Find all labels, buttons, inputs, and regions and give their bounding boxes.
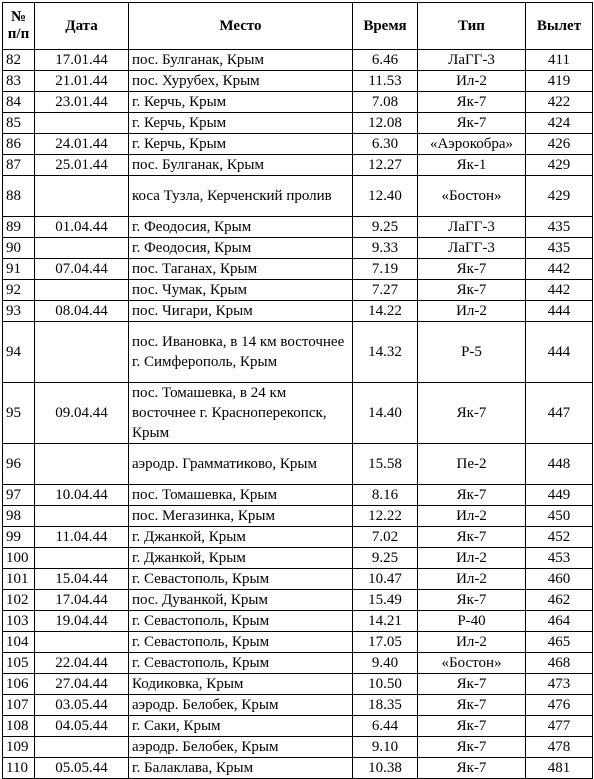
row-time: 10.50 xyxy=(353,674,418,695)
row-date xyxy=(35,444,129,485)
row-place: аэродр. Белобек, Крым xyxy=(129,695,353,716)
row-time: 14.22 xyxy=(353,301,418,322)
row-flight: 424 xyxy=(526,113,593,134)
row-time: 6.44 xyxy=(353,716,418,737)
row-time: 14.40 xyxy=(353,383,418,444)
table-row xyxy=(3,444,593,485)
row-number: 109 xyxy=(3,737,35,758)
row-flight: 442 xyxy=(526,280,593,301)
row-time: 10.38 xyxy=(353,758,418,779)
row-time: 14.32 xyxy=(353,322,418,383)
row-number: 95 xyxy=(3,383,35,444)
row-time: 9.33 xyxy=(353,238,418,259)
row-number: 99 xyxy=(3,527,35,548)
row-time: 7.02 xyxy=(353,527,418,548)
row-aircraft-type: Р-40 xyxy=(418,611,526,632)
row-place: Кодиковка, Крым xyxy=(129,674,353,695)
row-aircraft-type: Як-7 xyxy=(418,383,526,444)
row-place: г. Керчь, Крым xyxy=(129,134,353,155)
row-flight: 426 xyxy=(526,134,593,155)
row-time: 12.40 xyxy=(353,176,418,217)
table-row xyxy=(3,259,593,280)
table-row xyxy=(3,611,593,632)
header-flight: Вылет xyxy=(526,3,593,50)
row-aircraft-type: Як-7 xyxy=(418,113,526,134)
row-time: 11.53 xyxy=(353,71,418,92)
row-place: г. Балаклава, Крым xyxy=(129,758,353,779)
row-date: 17.01.44 xyxy=(35,50,129,71)
header-num: № п/п xyxy=(3,3,35,50)
row-flight: 435 xyxy=(526,217,593,238)
row-flight: 444 xyxy=(526,322,593,383)
row-date: 27.04.44 xyxy=(35,674,129,695)
table-row xyxy=(3,590,593,611)
table-row xyxy=(3,50,593,71)
row-date: 10.04.44 xyxy=(35,485,129,506)
row-time: 9.40 xyxy=(353,653,418,674)
row-time: 6.30 xyxy=(353,134,418,155)
row-number: 82 xyxy=(3,50,35,71)
row-number: 94 xyxy=(3,322,35,383)
table-row xyxy=(3,716,593,737)
row-number: 83 xyxy=(3,71,35,92)
row-number: 97 xyxy=(3,485,35,506)
table-row xyxy=(3,238,593,259)
table-row xyxy=(3,134,593,155)
row-number: 85 xyxy=(3,113,35,134)
row-flight: 422 xyxy=(526,92,593,113)
row-date: 15.04.44 xyxy=(35,569,129,590)
table-row xyxy=(3,176,593,217)
row-number: 108 xyxy=(3,716,35,737)
row-flight: 468 xyxy=(526,653,593,674)
table-row xyxy=(3,569,593,590)
row-flight: 435 xyxy=(526,238,593,259)
table-row xyxy=(3,485,593,506)
row-place: пос. Булганак, Крым xyxy=(129,50,353,71)
table-row xyxy=(3,737,593,758)
row-aircraft-type: ЛаГГ-3 xyxy=(418,50,526,71)
row-flight: 476 xyxy=(526,695,593,716)
row-place: г. Керчь, Крым xyxy=(129,113,353,134)
row-aircraft-type: Пе-2 xyxy=(418,444,526,485)
row-place: аэродр. Белобек, Крым xyxy=(129,737,353,758)
row-number: 92 xyxy=(3,280,35,301)
row-flight: 478 xyxy=(526,737,593,758)
row-aircraft-type: Як-7 xyxy=(418,590,526,611)
row-flight: 464 xyxy=(526,611,593,632)
row-aircraft-type: Ил-2 xyxy=(418,548,526,569)
row-flight: 481 xyxy=(526,758,593,779)
row-date xyxy=(35,737,129,758)
table-row xyxy=(3,383,593,444)
row-number: 100 xyxy=(3,548,35,569)
row-number: 84 xyxy=(3,92,35,113)
header-type: Тип xyxy=(418,3,526,50)
table-header-row xyxy=(3,3,593,50)
row-date xyxy=(35,548,129,569)
row-time: 7.27 xyxy=(353,280,418,301)
row-flight: 429 xyxy=(526,176,593,217)
row-date xyxy=(35,506,129,527)
row-aircraft-type: Як-7 xyxy=(418,758,526,779)
row-place: пос. Мегазинка, Крым xyxy=(129,506,353,527)
row-place: г. Джанкой, Крым xyxy=(129,527,353,548)
row-place: пос. Томашевка, в 24 км восточнее г. Красноперекопск, Крым xyxy=(129,383,353,444)
row-date: 25.01.44 xyxy=(35,155,129,176)
row-place: г. Севастополь, Крым xyxy=(129,632,353,653)
row-number: 96 xyxy=(3,444,35,485)
row-place: г. Севастополь, Крым xyxy=(129,611,353,632)
row-aircraft-type: Ил-2 xyxy=(418,301,526,322)
row-number: 106 xyxy=(3,674,35,695)
row-place: пос. Таганах, Крым xyxy=(129,259,353,280)
table-row xyxy=(3,695,593,716)
row-flight: 477 xyxy=(526,716,593,737)
row-number: 110 xyxy=(3,758,35,779)
row-aircraft-type: Як-7 xyxy=(418,527,526,548)
row-aircraft-type: Як-7 xyxy=(418,485,526,506)
row-aircraft-type: «Аэрокобра» xyxy=(418,134,526,155)
header-place: Место xyxy=(129,3,353,50)
row-aircraft-type: ЛаГГ-3 xyxy=(418,217,526,238)
row-aircraft-type: «Бостон» xyxy=(418,176,526,217)
row-flight: 462 xyxy=(526,590,593,611)
row-aircraft-type: Як-7 xyxy=(418,695,526,716)
row-number: 91 xyxy=(3,259,35,280)
table-row xyxy=(3,280,593,301)
table-body xyxy=(3,50,593,779)
victories-table xyxy=(2,2,593,779)
row-number: 103 xyxy=(3,611,35,632)
table-row xyxy=(3,322,593,383)
row-flight: 411 xyxy=(526,50,593,71)
row-date: 07.04.44 xyxy=(35,259,129,280)
row-time: 15.58 xyxy=(353,444,418,485)
row-date xyxy=(35,322,129,383)
table-row xyxy=(3,113,593,134)
row-number: 102 xyxy=(3,590,35,611)
row-date xyxy=(35,632,129,653)
row-place: коса Тузла, Керченский пролив xyxy=(129,176,353,217)
row-aircraft-type: Як-7 xyxy=(418,716,526,737)
row-place: пос. Чумак, Крым xyxy=(129,280,353,301)
row-time: 17.05 xyxy=(353,632,418,653)
row-place: пос. Ивановка, в 14 км восточнее г. Симферополь, Крым xyxy=(129,322,353,383)
row-date: 22.04.44 xyxy=(35,653,129,674)
row-time: 14.21 xyxy=(353,611,418,632)
row-aircraft-type: Як-1 xyxy=(418,155,526,176)
row-time: 9.25 xyxy=(353,217,418,238)
row-place: г. Феодосия, Крым xyxy=(129,217,353,238)
row-place: пос. Булганак, Крым xyxy=(129,155,353,176)
table-row xyxy=(3,632,593,653)
row-number: 101 xyxy=(3,569,35,590)
row-flight: 429 xyxy=(526,155,593,176)
row-flight: 452 xyxy=(526,527,593,548)
row-flight: 447 xyxy=(526,383,593,444)
row-place: г. Джанкой, Крым xyxy=(129,548,353,569)
row-time: 18.35 xyxy=(353,695,418,716)
table-row xyxy=(3,301,593,322)
row-aircraft-type: Як-7 xyxy=(418,280,526,301)
row-aircraft-type: Як-7 xyxy=(418,737,526,758)
row-flight: 448 xyxy=(526,444,593,485)
row-number: 89 xyxy=(3,217,35,238)
row-time: 7.19 xyxy=(353,259,418,280)
row-time: 8.16 xyxy=(353,485,418,506)
table-row xyxy=(3,217,593,238)
row-aircraft-type: «Бостон» xyxy=(418,653,526,674)
row-time: 10.47 xyxy=(353,569,418,590)
row-place: г. Севастополь, Крым xyxy=(129,569,353,590)
row-place: пос. Томашевка, Крым xyxy=(129,485,353,506)
row-time: 9.25 xyxy=(353,548,418,569)
row-date: 24.01.44 xyxy=(35,134,129,155)
header-date: Дата xyxy=(35,3,129,50)
row-time: 12.08 xyxy=(353,113,418,134)
row-date: 04.05.44 xyxy=(35,716,129,737)
row-place: г. Севастополь, Крым xyxy=(129,653,353,674)
table-row xyxy=(3,71,593,92)
row-number: 93 xyxy=(3,301,35,322)
row-place: пос. Чигари, Крым xyxy=(129,301,353,322)
row-time: 12.27 xyxy=(353,155,418,176)
row-date xyxy=(35,176,129,217)
row-flight: 473 xyxy=(526,674,593,695)
row-flight: 442 xyxy=(526,259,593,280)
row-aircraft-type: Як-7 xyxy=(418,92,526,113)
header-time: Время xyxy=(353,3,418,50)
row-date: 09.04.44 xyxy=(35,383,129,444)
row-aircraft-type: Ил-2 xyxy=(418,632,526,653)
row-number: 98 xyxy=(3,506,35,527)
table-row xyxy=(3,506,593,527)
row-aircraft-type: Як-7 xyxy=(418,674,526,695)
row-date: 23.01.44 xyxy=(35,92,129,113)
row-date: 03.05.44 xyxy=(35,695,129,716)
row-time: 12.22 xyxy=(353,506,418,527)
row-aircraft-type: Ил-2 xyxy=(418,569,526,590)
row-flight: 450 xyxy=(526,506,593,527)
row-date xyxy=(35,280,129,301)
row-aircraft-type: ЛаГГ-3 xyxy=(418,238,526,259)
row-number: 88 xyxy=(3,176,35,217)
row-flight: 460 xyxy=(526,569,593,590)
row-place: г. Саки, Крым xyxy=(129,716,353,737)
row-time: 15.49 xyxy=(353,590,418,611)
row-number: 107 xyxy=(3,695,35,716)
row-number: 105 xyxy=(3,653,35,674)
row-date: 05.05.44 xyxy=(35,758,129,779)
row-aircraft-type: Ил-2 xyxy=(418,506,526,527)
row-place: пос. Хурубех, Крым xyxy=(129,71,353,92)
row-date: 19.04.44 xyxy=(35,611,129,632)
row-place: г. Феодосия, Крым xyxy=(129,238,353,259)
row-flight: 449 xyxy=(526,485,593,506)
row-aircraft-type: Ил-2 xyxy=(418,71,526,92)
row-date: 11.04.44 xyxy=(35,527,129,548)
row-number: 86 xyxy=(3,134,35,155)
table-row xyxy=(3,548,593,569)
row-aircraft-type: Р-5 xyxy=(418,322,526,383)
row-time: 6.46 xyxy=(353,50,418,71)
row-date: 01.04.44 xyxy=(35,217,129,238)
row-place: г. Керчь, Крым xyxy=(129,92,353,113)
row-number: 87 xyxy=(3,155,35,176)
table-row xyxy=(3,527,593,548)
row-time: 9.10 xyxy=(353,737,418,758)
row-flight: 444 xyxy=(526,301,593,322)
row-place: аэродр. Грамматиково, Крым xyxy=(129,444,353,485)
row-date: 17.04.44 xyxy=(35,590,129,611)
row-date: 08.04.44 xyxy=(35,301,129,322)
row-flight: 419 xyxy=(526,71,593,92)
table-row xyxy=(3,758,593,779)
row-flight: 465 xyxy=(526,632,593,653)
row-number: 104 xyxy=(3,632,35,653)
row-date xyxy=(35,238,129,259)
row-aircraft-type: Як-7 xyxy=(418,259,526,280)
table-row xyxy=(3,155,593,176)
row-place: пос. Дуванкой, Крым xyxy=(129,590,353,611)
table-row xyxy=(3,674,593,695)
row-time: 7.08 xyxy=(353,92,418,113)
table-row xyxy=(3,653,593,674)
row-date xyxy=(35,113,129,134)
row-flight: 453 xyxy=(526,548,593,569)
row-date: 21.01.44 xyxy=(35,71,129,92)
row-number: 90 xyxy=(3,238,35,259)
table-row xyxy=(3,92,593,113)
